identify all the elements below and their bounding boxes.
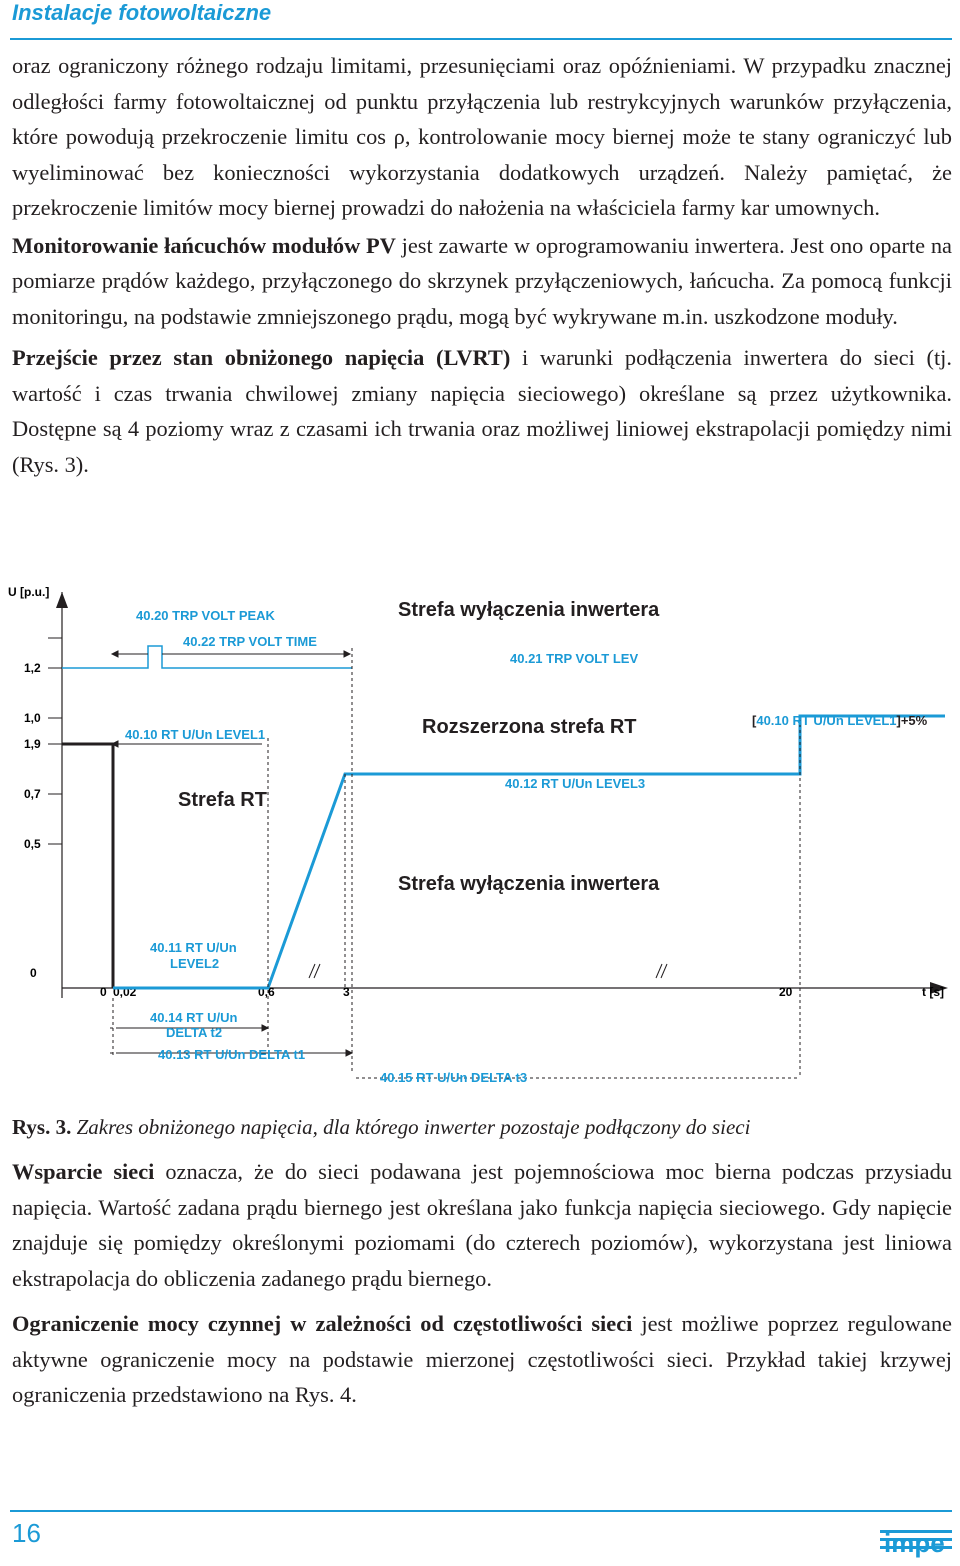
paragraph-5-text: jest możliwe poprzez regulowane aktywne ograniczenie mocy na podstawie mierzonej częstotliwości sieci. Przykład takiej krzywej ograniczenia przedstawiono na Rys. 4. [12,1311,952,1407]
impe-logo [880,1522,952,1560]
x-tick-label: 0,02 [113,985,137,999]
paragraph-3-bold: Przejście przez stan obniżonego napięcia (LVRT) [12,345,511,370]
paragraph-2 [12,228,952,335]
param-label: LEVEL2 [170,956,220,971]
y-tick-label: 0 [30,966,37,980]
paragraph-1 [12,48,952,226]
axis-break-mark [314,964,320,978]
param-label: 40.12 RT U/Un LEVEL3 [505,776,646,791]
svg-text:impe: impe [884,1528,945,1558]
caption-text: Zakres obniżonego napięcia, dla którego inwerter pozostaje podłączony do sieci [71,1115,751,1139]
paragraph-4 [12,1154,952,1296]
voltage-drop-curve [62,744,113,988]
lvrt-diagram [0,578,960,1098]
x-tick-label: 0 [100,985,107,999]
x-tick-label: 3 [343,985,350,999]
header-rule [10,38,952,40]
paragraph-4-bold: Wsparcie sieci [12,1159,155,1184]
zone-label-bottom: Strefa wyłączenia inwertera [398,873,660,895]
paragraph-4-text: oznacza, że do sieci podawana jest pojemnościowa moc bierna podczas przysiadu napięcia. Wartość zadana prądu biernego jest określana jako funkcja napięcia sieciowego. Gdy napięcie znajduje się pomiędzy określonymi poziomami (do czterech poziomów), wykorzystana jest liniowa ekstrapolacja do obliczenia zadanego prądu biernego. [12,1159,952,1291]
zone-label-extended: Rozszerzona strefa RT [422,716,637,738]
page-header [0,0,960,40]
footer-rule [10,1510,952,1512]
param-label: 40.15 RT U/Un DELTA t3 [380,1070,528,1085]
body-text-top [12,48,952,482]
x-tick-label: 0,6 [258,985,275,999]
trp-volt-peak-pulse [62,646,352,668]
param-label: 40.21 TRP VOLT LEV [510,651,639,666]
axis-break-mark [661,964,667,978]
param-label: 40.20 TRP VOLT PEAK [136,608,275,623]
param-label: 40.22 TRP VOLT TIME [183,634,317,649]
header-title: Instalacje fotowoltaiczne [12,0,272,25]
param-label: 40.11 RT U/Un [150,940,237,955]
param-label: DELTA t2 [166,1025,223,1040]
paragraph-1-text: oraz ograniczony różnego rodzaju limitami, przesunięciami oraz opóźnieniami. W przypadku znacznej odległości farmy fotowoltaicznej od punktu przyłączenia lub restrykcyjnych warunków przyłączenia, które powodują przekroczenie limitu cos ρ, kontrolowanie mocy biernej może te stany ograniczyć lub wyeliminować bez konieczności wykorzystania dodatkowych urządzeń. Należy pamiętać, że przekroczenie limitów mocy biernej prowadzi do nałożenia na właściciela farmy kar umownych. [12,53,952,220]
axis-break-mark [309,964,315,978]
body-text-bottom [12,1154,952,1413]
param-label-level1-plus: [40.10 RT U/Un LEVEL1]+5% [752,713,928,728]
paragraph-5 [12,1306,952,1413]
y-tick-label: 1,0 [24,711,41,725]
figure-caption [12,1112,952,1142]
paragraph-2-bold: Monitorowanie łańcuchów modułów PV [12,232,396,258]
param-label: 40.10 RT U/Un LEVEL1 [125,727,266,742]
paragraph-3-text: i warunki podłączenia inwertera do sieci (tj. wartość i czas trwania chwilowej zmiany napięcia sieciowego) określane są przez użytkownika. Dostępne są 4 poziomy wraz z czasami ich trwania oraz możliwej liniowej ekstrapolacji pomiędzy nimi (Rys. 3). [12,345,952,477]
rt-curve [113,716,945,988]
y-tick-label: 1,2 [24,661,41,675]
y-axis-title: U [p.u.] [8,585,50,599]
page-number: 16 [12,1518,41,1548]
paragraph-2-text: jest zawarte w oprogramowaniu inwertera. Jest ono oparte na pomiarze prądów każdego, przyłączonego do skrzynek przyłączeniowych, łańcucha. Za pomocą funkcji monitoringu, na podstawie zmniejszonego prądu, mogą być wykrywane m.in. uszkodzone moduły. [12,232,952,329]
axis-break-mark [656,964,662,978]
paragraph-3 [12,340,952,482]
zone-label-rt: Strefa RT [178,789,267,811]
zone-label-top: Strefa wyłączenia inwertera [398,599,660,621]
y-axis-arrow [56,592,68,608]
param-label: 40.14 RT U/Un [150,1010,238,1025]
x-tick-label: 20 [779,985,793,999]
x-axis-title: t [s] [922,985,944,999]
y-tick-label: 0,7 [24,787,41,801]
param-label: 40.13 RT U/Un DELTA t1 [158,1047,306,1062]
y-tick-label: 0,5 [24,837,41,851]
paragraph-5-bold: Ograniczenie mocy czynnej w zależności od częstotliwości sieci [12,1311,633,1336]
caption-label: Rys. 3. [12,1115,72,1139]
y-tick-label: 1,9 [24,737,41,751]
